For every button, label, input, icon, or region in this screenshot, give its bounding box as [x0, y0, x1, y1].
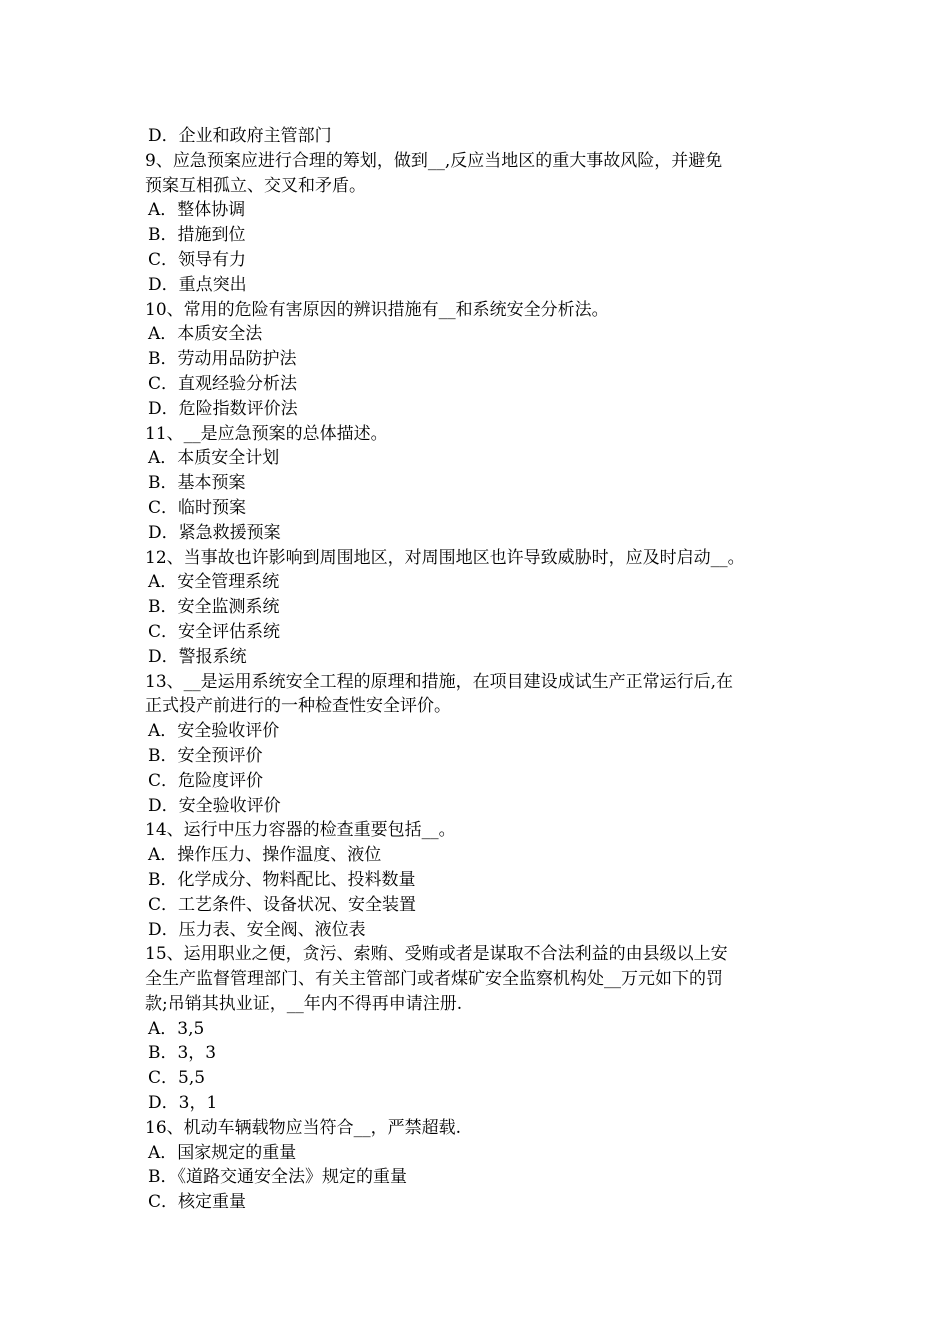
option-item: C．工艺条件、设备状况、安全装置 [148, 894, 417, 915]
question-text [145, 298, 810, 323]
option-item: C．临时预案 [148, 497, 247, 518]
option-item: C．核定重量 [148, 1192, 247, 1213]
option-item: C．领导有力 [148, 249, 247, 270]
question-text [145, 149, 810, 199]
question-text [145, 1116, 810, 1141]
option-item: C．直观经验分析法 [148, 373, 298, 394]
question-line: 10、常用的危险有害原因的辨识措施有__和系统安全分析法。 [145, 299, 609, 320]
question-line: 14、运行中压力容器的检查重要包括__。 [145, 820, 456, 841]
option-item: D．企业和政府主管部门 [148, 126, 332, 146]
question-text [145, 422, 810, 447]
option-item: B．安全预评价 [148, 745, 263, 766]
option-item: A．操作压力、操作温度、液位 [148, 845, 382, 866]
question-line: 15、运用职业之便，贪污、索贿、受贿或者是谋取不合法利益的由县级以上安 [145, 944, 728, 965]
option-item: A．整体协调 [148, 200, 246, 221]
option-item: B．措施到位 [148, 225, 246, 246]
question-text [145, 670, 810, 720]
option-item: C．危险度评价 [148, 770, 264, 791]
question-line: 正式投产前进行的一种检查性安全评价。 [145, 696, 451, 717]
question-line: 11、__是应急预案的总体描述。 [145, 423, 388, 444]
option-item: C．5,5 [148, 1068, 206, 1089]
option-item: D．危险指数评价法 [148, 398, 298, 419]
option-item: D．警报系统 [148, 646, 247, 667]
option-item: A．安全管理系统 [148, 572, 280, 593]
option-item: B．基本预案 [148, 473, 246, 494]
question-text [145, 942, 810, 1016]
option-item: B．安全监测系统 [148, 597, 280, 618]
question-text [145, 546, 810, 571]
question-line: 9、应急预案应进行合理的筹划，做到__,反应当地区的重大事故风险，并避免 [145, 150, 723, 171]
option-item: D．安全验收评价 [148, 795, 281, 816]
question-line: 12、当事故也许影响到周围地区，对周围地区也许导致威胁时，应及时启动__。 [145, 547, 745, 568]
option-item: A．国家规定的重量 [148, 1142, 297, 1163]
option-item: A．安全验收评价 [148, 721, 280, 742]
document-page [145, 124, 810, 1215]
option-item: A．本质安全法 [148, 324, 263, 345]
option-item: D．压力表、安全阀、液位表 [148, 919, 366, 940]
question-line: 全生产监督管理部门、有关主管部门或者煤矿安全监察机构处__万元如下的罚 [145, 969, 723, 990]
option-item: D．3，1 [148, 1093, 218, 1114]
option-item: B．3，3 [148, 1043, 217, 1064]
option-item: C．安全评估系统 [148, 621, 281, 642]
question-text [145, 818, 810, 843]
question-line: 款;吊销其执业证，__年内不得再申请注册. [145, 993, 463, 1014]
option-item: B．化学成分、物料配比、投料数量 [148, 869, 416, 890]
question-line: 13、__是运用系统安全工程的原理和措施，在项目建设成试生产正常运行后,在 [145, 671, 734, 692]
question-line: 预案互相孤立、交叉和矛盾。 [145, 175, 366, 196]
question-line: 16、机动车辆载物应当符合__，严禁超载. [145, 1117, 462, 1138]
option-item: D．紧急救援预案 [148, 522, 281, 543]
option-item: B．《道路交通安全法》规定的重量 [148, 1167, 407, 1188]
option-item: B．劳动用品防护法 [148, 349, 297, 370]
option-item: A．本质安全计划 [148, 448, 280, 469]
option-item: A．3,5 [148, 1018, 205, 1039]
option-item: D．重点突出 [148, 274, 247, 295]
